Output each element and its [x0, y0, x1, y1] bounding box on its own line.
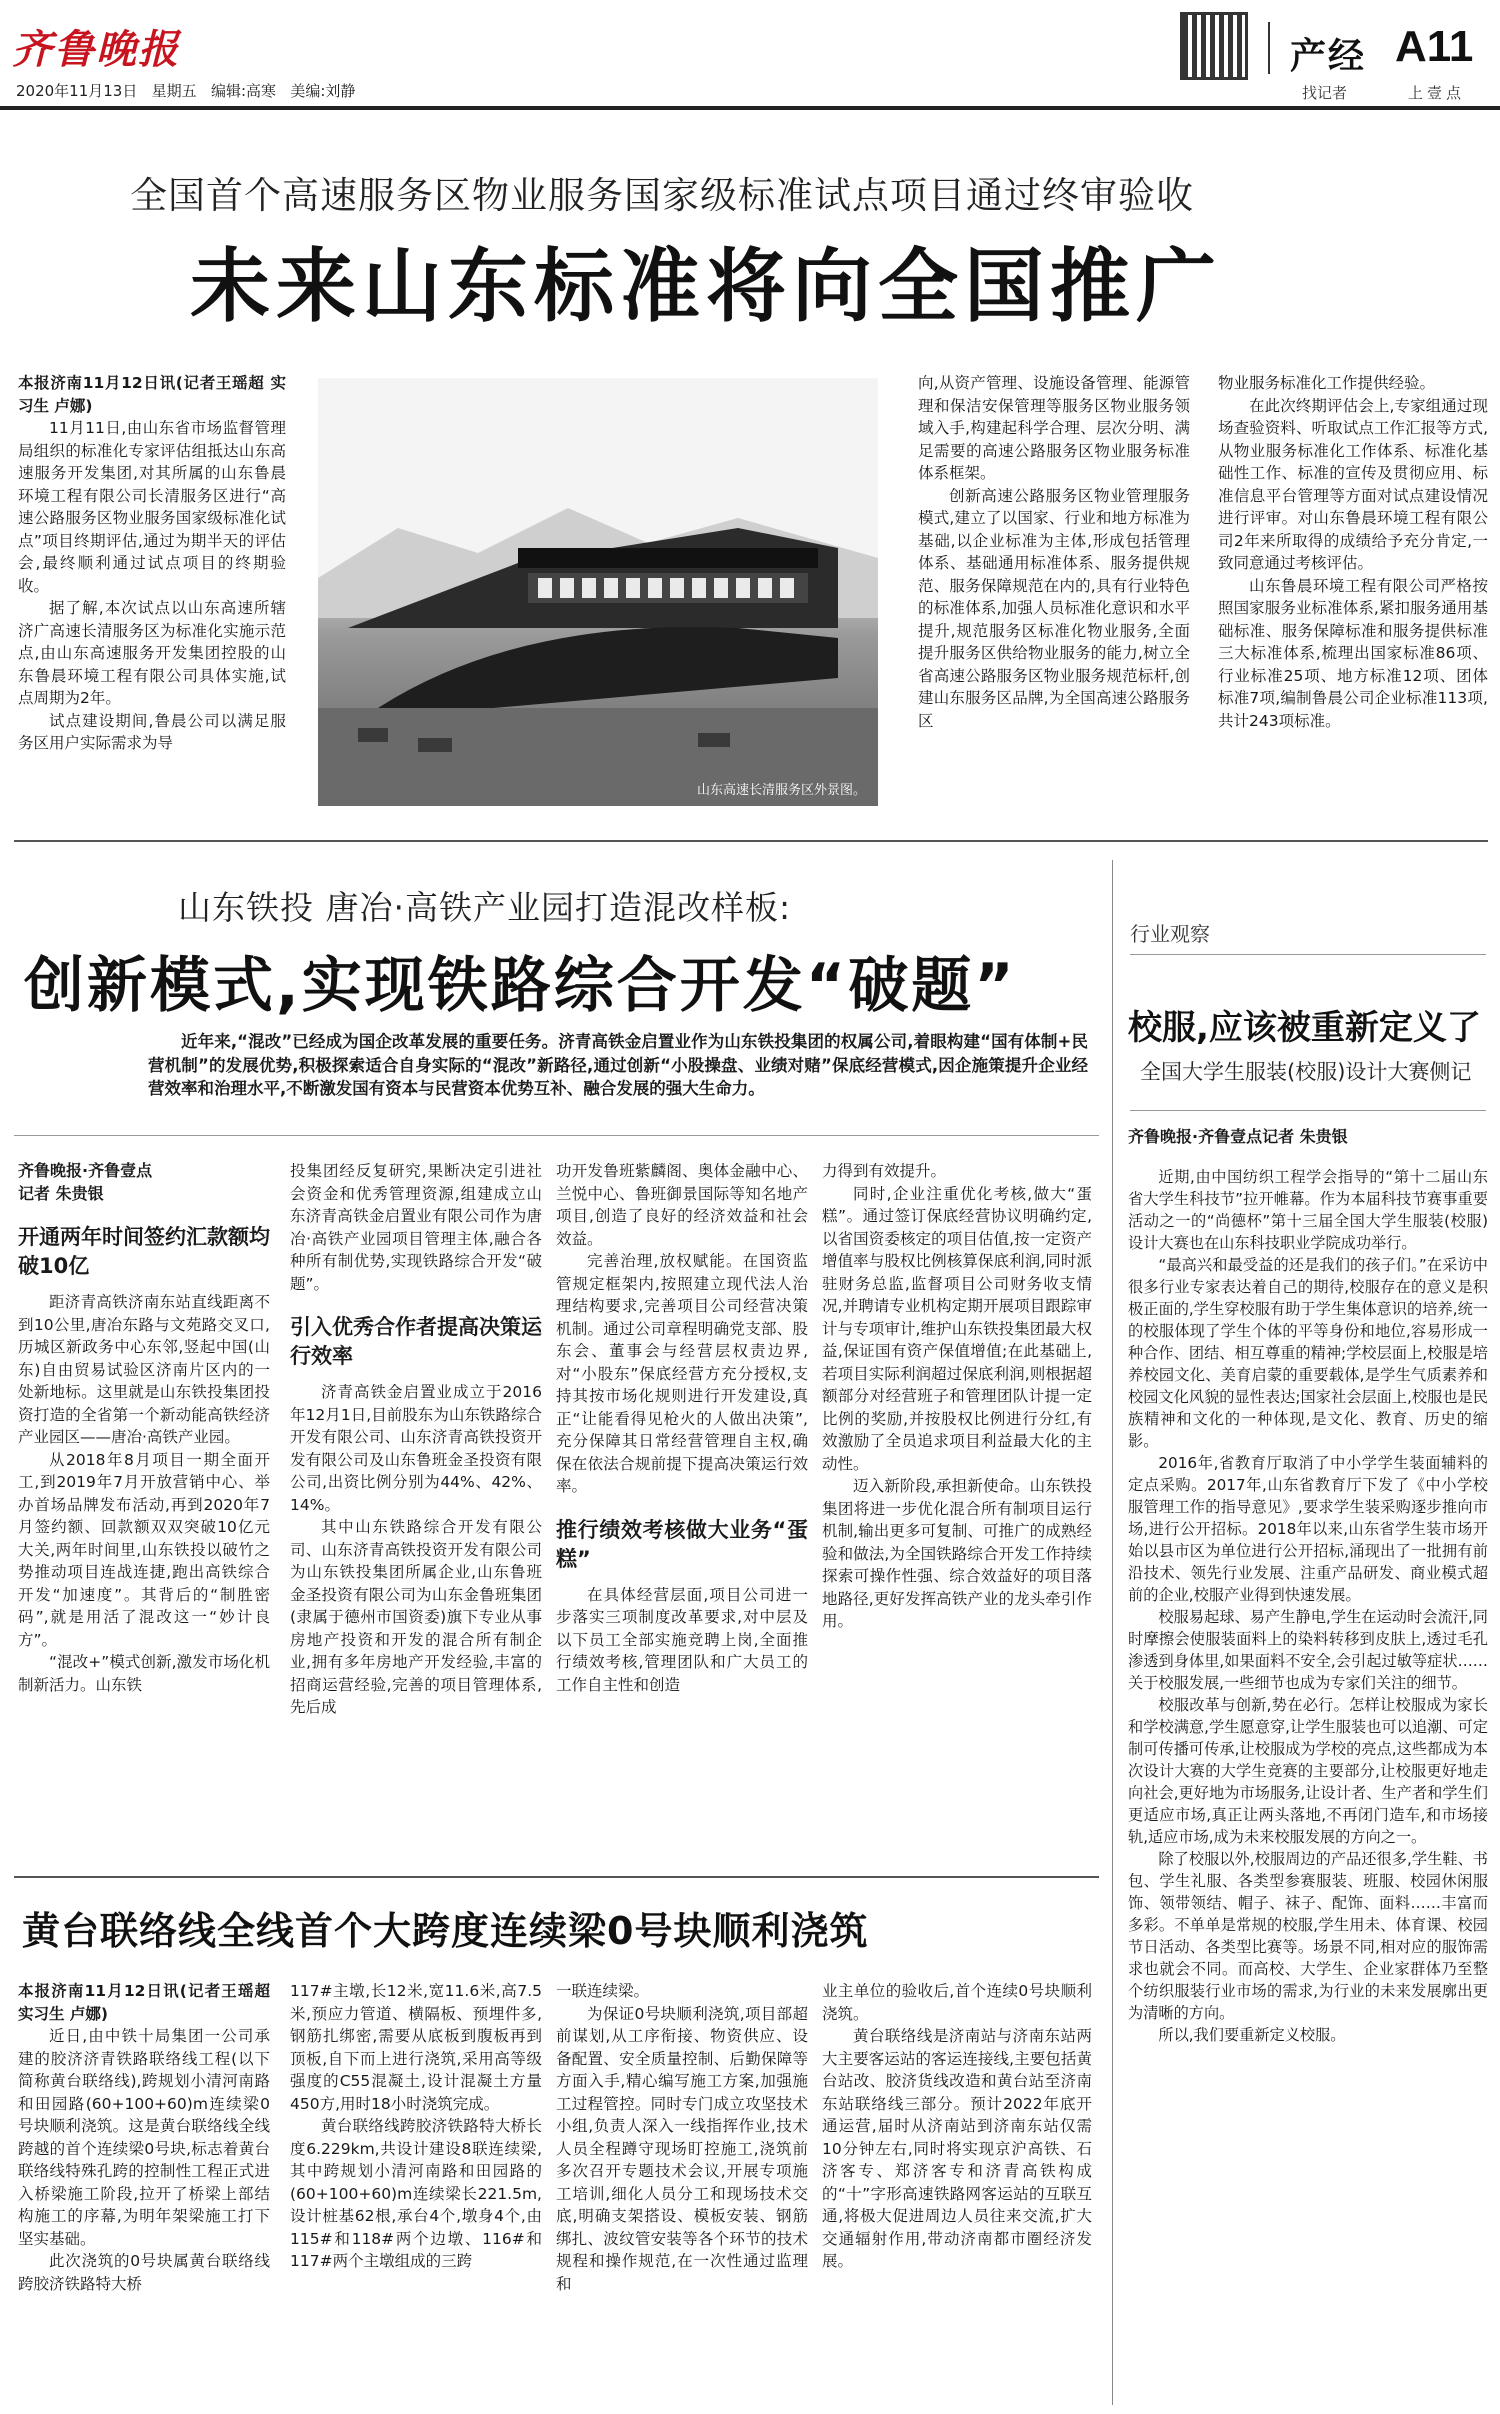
qr-code-icon [1180, 12, 1248, 80]
story2-col4 [822, 1160, 1092, 1633]
story1-col3 [918, 372, 1190, 732]
story2-col1 [18, 1160, 270, 1696]
issue-weekday: 星期五 [151, 82, 197, 100]
paragraph: 功开发鲁班紫麟阁、奥体金融中心、兰悦中心、鲁班御景国际等知名地产项目,创造了良好的经济效益和社会效益。 [556, 1162, 808, 1248]
paragraph: 济青高铁金启置业成立于2016年12月1日,目前股东为山东铁路综合开发有限公司、山东济青高铁投资开发有限公司及山东鲁班金圣投资有限公司,出资比例分别为44%、42%、14%。 [290, 1383, 542, 1514]
photo-caption: 山东高速长清服务区外景图。 [696, 783, 866, 798]
paragraph: 黄台联络线是济南站与济南东站两大主要客运站的客运连接线,主要包括黄台站改、胶济货线改造和黄台站至济南东站联络线三部分。预计2022年底开通运营,届时从济南站到济南东站仅需10分钟左右,同时将实现京沪高铁、石济客专、郑济客专和济青高铁构成的“十”字形高速铁路网客运站的互联互通,将极大促进周边人员往来交流,扩大交通辐射作用,带动济南都市圈经济发展。 [822, 2027, 1092, 2270]
find-app-label: 上壹点 [1408, 84, 1466, 102]
paragraph: “混改+”模式创新,激发市场化机制新活力。山东铁 [18, 1653, 270, 1694]
newspaper-logo: 齐鲁晚报 [12, 26, 180, 73]
paragraph: 距济青高铁济南东站直线距离不到10公里,唐冶东路与文苑路交叉口,历城区新政务中心东邻,竖起中国(山东)自由贸易试验区济南片区内的一处新地标。这里就是山东铁投集团投资打造的全省第一个新动能高铁经济产业园区——唐冶·高铁产业园。 [18, 1293, 270, 1446]
masthead-info [16, 80, 355, 101]
paragraph: 在此次终期评估会上,专家组通过现场查验资料、听取试点工作汇报等方式,从物业服务标准化工作体系、标准化基础性工作、标准的宣传及贯彻应用、标准信息平台管理等方面对试点建设情况进行评审。对山东鲁晨环境工程有限公司2年来所取得的成绩给予充分肯定,一致同意通过考核评估。 [1218, 396, 1488, 572]
story3-col2 [290, 1980, 542, 2273]
paragraph: 迈入新阶段,承担新使命。山东铁投集团将进一步优化混合所有制项目运行机制,输出更多可复制、可推广的成熟经验和做法,为全国铁路综合开发工作持续探索可操作性强、综合效益好的项目落地路径,更好发挥高铁产业的龙头牵引作用。 [822, 1477, 1092, 1630]
paragraph: 黄台联络线跨胶济铁路特大桥长度6.229km,共设计建设8联连续梁,其中跨规划小清河南路和田园路的(60+100+60)m连续梁长221.5m,设计桩基62根,承台4个,墩身4个,由115#和118#两个边墩、116#和117#两个主墩组成的三跨 [290, 2117, 542, 2270]
story2-lead [148, 1030, 1088, 1101]
find-reporter-label: 找记者 [1302, 84, 1348, 102]
story2-sub2: 引入优秀合作者提高决策运行效率 [290, 1315, 542, 1368]
story1-headline: 未来山东标准将向全国推广 [190, 240, 1222, 333]
issue-date: 2020年11月13日 [16, 82, 138, 100]
paragraph: 据了解,本次试点以山东高速所辖济广高速长清服务区为标准化实施示范点,由山东高速服务开发集团控股的山东鲁晨环境工程有限公司具体实施,试点周期为2年。 [18, 599, 286, 707]
story2-byline1: 齐鲁晚报·齐鲁壹点 [18, 1161, 153, 1180]
paragraph: 校服易起球、易产生静电,学生在运动时会流汗,同时摩擦会使服装面料上的染料转移到皮肤上,透过毛孔渗透到身体里,如果面料不安全,会引起过敏等症状……关于校服发展,一些细节也成为专家们关注的细节。 [1128, 1608, 1488, 1692]
designer-credit: 美编:刘静 [290, 82, 356, 100]
story3-byline: 本报济南11月12日讯(记者王瑶超 实习生 卢娜) [18, 1982, 270, 2023]
story2-sub3: 推行绩效考核做大业务“蛋糕” [556, 1517, 808, 1571]
paragraph: 为保证0号块顺利浇筑,项目部超前谋划,从工序衔接、物资供应、设备配置、安全质量控制、后勤保障等方面入手,精心编写施工方案,加强施工过程管控。同时专门成立攻坚技术小组,负责人深入一线指挥作业,技术人员全程蹲守现场盯控施工,浇筑前多次召开专题技术会议,开展专项施工培训,细化人员分工和现场技术交底,明确支架搭设、模板安装、钢筋绑扎、波纹管安装等各个环节的技术规程和操作规范,在一次性通过监理和 [556, 2004, 808, 2293]
paragraph: 近期,由中国纺织工程学会指导的“第十二届山东省大学生科技节”拉开帷幕。作为本届科技节赛事重要活动之一的“尚德杯”第十三届全国大学生服装(校服)设计大赛也在山东科技职业学院成功举行。 [1128, 1168, 1488, 1252]
story2-col2 [290, 1160, 542, 1719]
masthead-divider [1268, 22, 1270, 74]
story3-col1 [18, 1980, 270, 2295]
story3-col4 [822, 1980, 1092, 2273]
service-area-photo [318, 378, 878, 806]
paragraph: 此次浇筑的0号块属黄台联络线跨胶济铁路特大桥 [18, 2252, 270, 2293]
paragraph: 在具体经营层面,项目公司进一步落实三项制度改革要求,对中层及以下员工全部实施竞聘上岗,全面推行绩效考核,管理团队和广大员工的工作自主性和创造 [556, 1585, 808, 1694]
paragraph: 力得到有效提升。 [822, 1162, 947, 1180]
story2-headline: 创新模式,实现铁路综合开发“破题” [24, 951, 1017, 1021]
paragraph: 试点建设期间,鲁晨公司以满足服务区用户实际需求为导 [18, 711, 286, 752]
story1-col4 [1218, 372, 1488, 732]
paragraph: 从2018年8月项目一期全面开工,到2019年7月开放营销中心、举办首场品牌发布活动,再到2020年7月签约额、回款额双双突破10亿元大关,两年时间里,山东铁投以破竹之势推动项目连战连捷,跑出高铁综合开发“加速度”。其背后的“制胜密码”,就是用活了混改这一“妙计良方”。 [18, 1450, 270, 1649]
sidebar-body [1128, 1126, 1488, 2046]
paragraph: 近日,由中铁十局集团一公司承建的胶济济青铁路联络线工程(以下简称黄台联络线),跨规划小清河南路和田园路(60+100+60)m连续梁0号块顺利浇筑。这是黄台联络线全线跨越的首个连续梁0号块,标志着黄台联络线特殊孔跨的控制性工程正式进入桥梁施工阶段,拉开了桥梁上部结构施工的序幕,为明年架梁施工打下坚实基础。 [18, 2027, 270, 2248]
paragraph: 除了校服以外,校服周边的产品还很多,学生鞋、书包、学生礼服、各类型参赛服装、班服、校园休闲服饰、领带领结、帽子、袜子、配饰、面料……丰富而多彩。不单单是常规的校服,学生用未、体育课、校园节日活动、各类型比赛等。场景不同,相对应的服饰需求也就会不同。而高校、大学生、企业家群体乃至整个纺织服装行业市场的需求,为行业的未来发展廓出更为清晰的方向。 [1128, 1850, 1488, 2022]
story3-headline: 黄台联络线全线首个大跨度连续梁0号块顺利浇筑 [22, 1909, 869, 1953]
paragraph: 2016年,省教育厅取消了中小学学生装面辅料的定点采购。2017年,山东省教育厅下发了《中小学校服管理工作的指导意见》,要求学生装采购逐步推向市场,进行公开招标。2018年以来,山东省学生装市场开始以县市区为单位进行公开招标,涌现出了一批拥有前沿技术、领先行业发展、注重产品研发、商业模式超前的企业,校服产业得到快速发展。 [1128, 1454, 1488, 1604]
section-divider [14, 840, 1488, 842]
story3-top-rule [14, 1876, 1099, 1878]
paragraph: 投集团经反复研究,果断决定引进社会资金和优秀管理资源,组建成立山东济青高铁金启置业有限公司作为唐冶·高铁产业园项目管理主体,融合各种所有制优势,实现铁路综合开发“破题”。 [290, 1162, 542, 1293]
paragraph: 所以,我们要重新定义校服。 [1158, 2026, 1346, 2044]
service-area-building-illustration [318, 378, 878, 806]
paragraph: 业主单位的验收后,首个连续0号块顺利浇筑。 [822, 1982, 1092, 2023]
masthead [0, 0, 1500, 110]
paragraph: 11月11日,由山东省市场监督管理局组织的标准化专家评估组抵达山东高速服务开发集团,对其所属的山东鲁晨环境工程有限公司长清服务区进行“高速公路服务区物业服务国家级标准化试点”项目终期评估,通过为期半天的评估会,最终顺利通过试点项目的终期验收。 [18, 419, 286, 595]
story1-byline: 本报济南11月12日讯(记者王瑶超 实习生 卢娜) [18, 374, 286, 415]
section-name: 产经 [1290, 36, 1367, 77]
paragraph: 完善治理,放权赋能。在国资监管规定框架内,按照建立现代法人治理结构要求,完善项目公司经营决策机制。通过公司章程明确党支部、股东会、董事会与经营层权责边界,对“小股东”保底经营方充分授权,支持其按市场化规则进行开发建设,真正“让能看得见枪火的人做出决策”,充分保障其日常经营管理自主权,确保在依法合规前提下提高决策运行效率。 [556, 1252, 808, 1495]
story2-kicker: 山东铁投 唐冶·高铁产业园打造混改样板: [178, 888, 792, 927]
paragraph: 一联连续梁。 [556, 1982, 650, 2000]
story1-col1 [18, 372, 286, 755]
paragraph: 同时,企业注重优化考核,做大“蛋糕”。通过签订保底经营协议明确约定,以省国资委核定的项目估值,按一定资产增值率与股权比例核算保底利润,同时派驻财务总监,监督项目公司财务收支情况,并聘请专业机构定期开展项目跟踪审计与专项审计,维护山东铁投集团最大权益,保证国有资产保值增值;在此基础上,若项目实际利润超过保底利润,则根据超额部分对经营班子和管理团队计提一定比例的奖励,并按股权比例进行分红,有效激励了全员追求项目利益最大化的主动性。 [822, 1184, 1092, 1473]
paragraph: “最高兴和最受益的还是我们的孩子们。”在采访中很多行业专家表达着自己的期待,校服存在的意义是积极正面的,学生穿校服有助于学生集体意识的培养,统一的校服体现了学生个体的平等身份和地位,容易形成一种合作、团结、相互尊重的精神;学校层面上,校服是培养校园文化、美育启蒙的重要载体,是学生气质素养和校园文化风貌的显性表达;国家社会层面上,校服也是民族精神和文化的一种体现,是文化、教育、历史的缩影。 [1128, 1256, 1488, 1450]
story2-lead-paragraph: 近年来,“混改”已经成为国企改革发展的重要任务。济青高铁金启置业作为山东铁投集团的权属公司,着眼构建“国有体制+民营机制”的发展优势,积极探索适合自身实际的“混改”新路径,通过创新“小股操盘、业绩对赌”保底经营模式,因企施策提升企业经营效率和治理水平,不断激发国有资本与民营资本优势互补、融合发展的强大生命力。 [148, 1032, 1088, 1098]
paragraph: 校服改革与创新,势在必行。怎样让校服成为家长和学校满意,学生愿意穿,让学生服装也可以追潮、可定制可传播可传承,让校服成为学校的亮点,这些都成为本次设计大赛的大学生竞赛的主要部分,让校服更好地走向社会,更好地为市场服务,让设计者、生产者和学生们更适应市场,真正让两头落地,不再闭门造车,和市场接轨,适应市场,成为未来校服发展的方向之一。 [1128, 1696, 1488, 1846]
paragraph: 向,从资产管理、设施设备管理、能源管理和保洁安保管理等服务区物业服务领域入手,构建起科学合理、层次分明、满足需要的高速公路服务区物业服务标准体系框架。 [918, 374, 1190, 482]
sidebar-subhead: 全国大学生服装(校服)设计大赛侧记 [1140, 1060, 1472, 1084]
lead-divider [14, 1135, 1099, 1136]
page-number: A11 [1395, 22, 1474, 71]
story3-col3 [556, 1980, 808, 2295]
sidebar-tag: 行业观察 [1130, 922, 1210, 946]
paragraph: 其中山东铁路综合开发有限公司、山东济青高铁投资开发有限公司为山东铁投集团所属企业,山东鲁班金圣投资有限公司为山东金鲁班集团(隶属于德州市国资委)旗下专业从事房地产投资和开发的混合所有制企业,拥有多年房地产开发经验,丰富的招商运营经验,完善的项目管理体系,先后成 [290, 1518, 542, 1716]
sidebar-headline: 校服,应该被重新定义了 [1128, 1008, 1481, 1048]
story2-col3 [556, 1160, 808, 1696]
paragraph: 山东鲁晨环境工程有限公司严格按照国家服务业标准体系,紧扣服务通用基础标准、服务保障标准和服务提供标准三大标准体系,梳理出国家标准86项、行业标准25项、地方标准12项、团体标准7项,编制鲁晨公司企业标准113项,共计243项标准。 [1218, 576, 1488, 730]
editor-credit: 编辑:高寒 [211, 82, 277, 100]
sidebar-vertical-rule [1112, 860, 1113, 2405]
paragraph: 物业服务标准化工作提供经验。 [1218, 374, 1436, 392]
sidebar-tag-rule [1130, 954, 1486, 955]
story1-kicker: 全国首个高速服务区物业服务国家级标准试点项目通过终审验收 [130, 174, 1194, 217]
paragraph: 117#主墩,长12米,宽11.6米,高7.5米,预应力管道、横隔板、预埋件多,钢筋扎绑密,需要从底板到腹板再到顶板,自下而上进行浇筑,采用高等级强度的C55混凝土,设计混凝土方量450方,用时18小时浇筑完成。 [290, 1982, 542, 2113]
paragraph: 创新高速公路服务区物业管理服务模式,建立了以国家、行业和地方标准为基础,以企业标准为主体,形成包括管理体系、基础通用标准体系、服务提供规范、服务保障规范在内的,具有行业特色的标准体系,加强人员标准化意识和水平提升,规范服务区标准化物业服务,全面提升服务区供给物业服务的能力,树立全省高速公路服务区物业服务规范标杆,创建山东服务区品牌,为全国高速公路服务区 [918, 486, 1190, 730]
story2-byline2: 记者 朱贵银 [18, 1183, 104, 1203]
masthead-rule [0, 106, 1500, 110]
sidebar-byline: 齐鲁晚报·齐鲁壹点记者 朱贵银 [1128, 1127, 1348, 1146]
sidebar-sub-rule [1130, 1110, 1486, 1111]
story2-sub1: 开通两年时间签约汇款额均破10亿 [18, 1225, 270, 1278]
